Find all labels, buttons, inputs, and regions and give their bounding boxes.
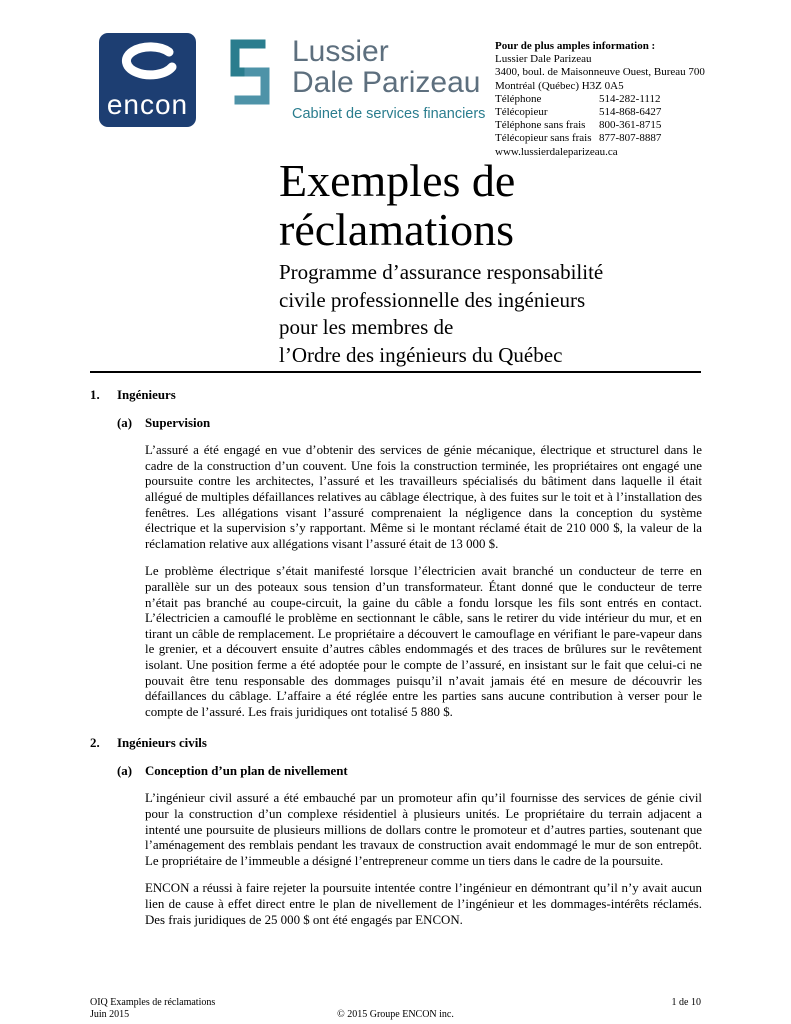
section-2-title: Ingénieurs civils: [117, 736, 207, 751]
section-1-number: 1.: [90, 388, 100, 402]
section-2-number: 2.: [90, 736, 100, 751]
footer-page-number: 1 de 10: [671, 997, 701, 1008]
page-subtitle: [279, 259, 713, 369]
paragraph-supervision-1: L’assuré a été engagé en vue d’obtenir des services de génie mécanique, électrique et structurel dans le cadre de la construction d’un couvent. Une fois la construction terminée, les propriétaires ont engagé une poursuite contre les architectes, l’assuré et les travailleurs spécialisés du bâtiment dans laquelle il était allégué de multiples défaillances relatives au câblage électrique, à des fuites sur le toit et à l’installation des fenêtres. Les allégations visant l’assuré comprenaient la négligence dans la conception du système électrique et la supervision s’y rapportant. Même si le montant réclamé était de 210 000 $, la valeur de la réclamation relative aux allégations visant l’assuré était de 13 000 $.: [145, 443, 702, 551]
page-title-line2: réclamations: [279, 204, 515, 255]
contact-company: Lussier Dale Parizeau: [495, 53, 592, 66]
contact-fax-row: [495, 106, 713, 119]
ldp-name-line1: Lussier: [292, 35, 389, 68]
title-block: [279, 156, 713, 369]
phone-value: 514-282-1112: [599, 92, 661, 105]
section-2-heading: [90, 736, 702, 752]
fax-value: 514-868-6427: [599, 106, 662, 119]
fax-label: Télécopieur: [495, 106, 548, 119]
tollfree-phone-label: Téléphone sans frais: [495, 119, 586, 132]
encon-logo-text: encon: [106, 89, 189, 120]
encon-swoosh-icon: [115, 40, 179, 86]
tollfree-fax-value: 877-807-8887: [599, 132, 662, 145]
ldp-tagline: Cabinet de services financiers: [292, 106, 486, 122]
paragraph-supervision-2: Le problème électrique s’était manifesté lorsque l’électricien avait branché un conducteur de terre en parallèle sur un des poteaux sous tension d’un transformateur. Étant donné que le conducteur de terre n’était pas branché au coupe-circuit, la gaine du câble a fondu lorsque les fils sont entrés en contact. L’électricien a camouflé le problème en sectionnant le câble, sans le retirer du vide intérieur du mur, et en tirant un câble de remplacement. Le propriétaire a découvert le camouflage en vérifiant le pare-vapeur dans le grenier, et a découvert ensuite d’autres câbles endommagés et des traces de brûlures sur le revêtement isolant. Une position ferme a été adoptée pour le compte de l’assuré, en insistant sur le fait que celui-ci ne pouvait être tenu responsable des dommages puisqu’il n’avait jamais été en mesure de découvrir les défaillances du câblage. L’affaire a été réglée entre les parties sans aucune contribution à verser pour le compte de l’assuré. Les frais juridiques ont totalisé 5 880 $.: [145, 564, 702, 719]
contact-phone-row: [495, 93, 713, 106]
subtitle-line1: Programme d’assurance responsabilité: [279, 260, 604, 284]
contact-address-line2: Montréal (Québec) H3Z 0A5: [495, 79, 624, 92]
section-2a-letter: (a): [117, 763, 133, 778]
contact-heading: Pour de plus amples information :: [495, 40, 656, 52]
phone-label: Téléphone: [495, 92, 542, 105]
contact-block: [495, 40, 713, 159]
footer-copyright: © 2015 Groupe ENCON inc.: [337, 1009, 454, 1020]
page-title-line1: Exemples de: [279, 155, 516, 206]
section-1-title: Ingénieurs: [117, 388, 176, 402]
contact-tollfree-fax-row: [495, 132, 713, 145]
contact-tollfree-phone-row: [495, 119, 713, 132]
page-title: [279, 156, 713, 254]
tollfree-fax-label: Télécopieur sans frais: [495, 132, 592, 145]
subtitle-line4: l’Ordre des ingénieurs du Québec: [279, 342, 563, 367]
contact-website: www.lussierdaleparizeau.ca: [495, 145, 618, 158]
tollfree-phone-value: 800-361-8715: [599, 119, 662, 132]
ldp-logo-icon: [221, 38, 279, 106]
footer-date: Juin 2015: [90, 1008, 130, 1020]
encon-logo: [99, 33, 196, 127]
paragraph-nivellement-2: ENCON a réussi à faire rejeter la poursuite intentée contre l’ingénieur en démontrant qu’il n’y avait aucun lien de cause à effet direct entre le plan de nivellement de l’ingénieur et les dommages-intérêts réclamés. Des frais juridiques de 25 000 $ ont été engagés par ENCON.: [145, 881, 702, 927]
paragraph-nivellement-1: L’ingénieur civil assuré a été embauché par un promoteur afin qu’il fournisse des services de génie civil pour la construction d’un complexe résidentiel à plusieurs unités. Le propriétaire du terrain adjacent a intenté une poursuite de plusieurs millions de dollars contre le promoteur et d’autres parties, soutenant que l’aménagement des remblais pendant les travaux de construction avait endommagé le mur de son entrepôt. Le propriétaire de l’immeuble a désigné l’entrepreneur comme un tiers dans le cadre de la poursuite.: [145, 791, 702, 868]
section-1a-title: Supervision: [145, 415, 211, 430]
subtitle-line2: civile professionnelle des ingénieurs: [279, 287, 586, 312]
ldp-name-line2: Dale Parizeau: [292, 66, 481, 99]
footer-document-name: OIQ Examples de réclamations: [90, 997, 216, 1008]
section-1-heading: [90, 388, 702, 404]
subtitle-line3: pour les membres de: [279, 315, 454, 339]
section-1a-letter: (a): [117, 415, 133, 430]
contact-address-line1: 3400, boul. de Maisonneuve Ouest, Bureau 700: [495, 66, 705, 79]
section-2a-title: Conception d’un plan de nivellement: [145, 763, 348, 778]
ldp-logo: [221, 36, 485, 122]
section-1a-heading: [117, 416, 702, 432]
ldp-logo-textblock: [292, 36, 485, 122]
section-2a-heading: [117, 764, 702, 780]
title-divider: [90, 371, 701, 373]
document-body: [90, 388, 702, 928]
